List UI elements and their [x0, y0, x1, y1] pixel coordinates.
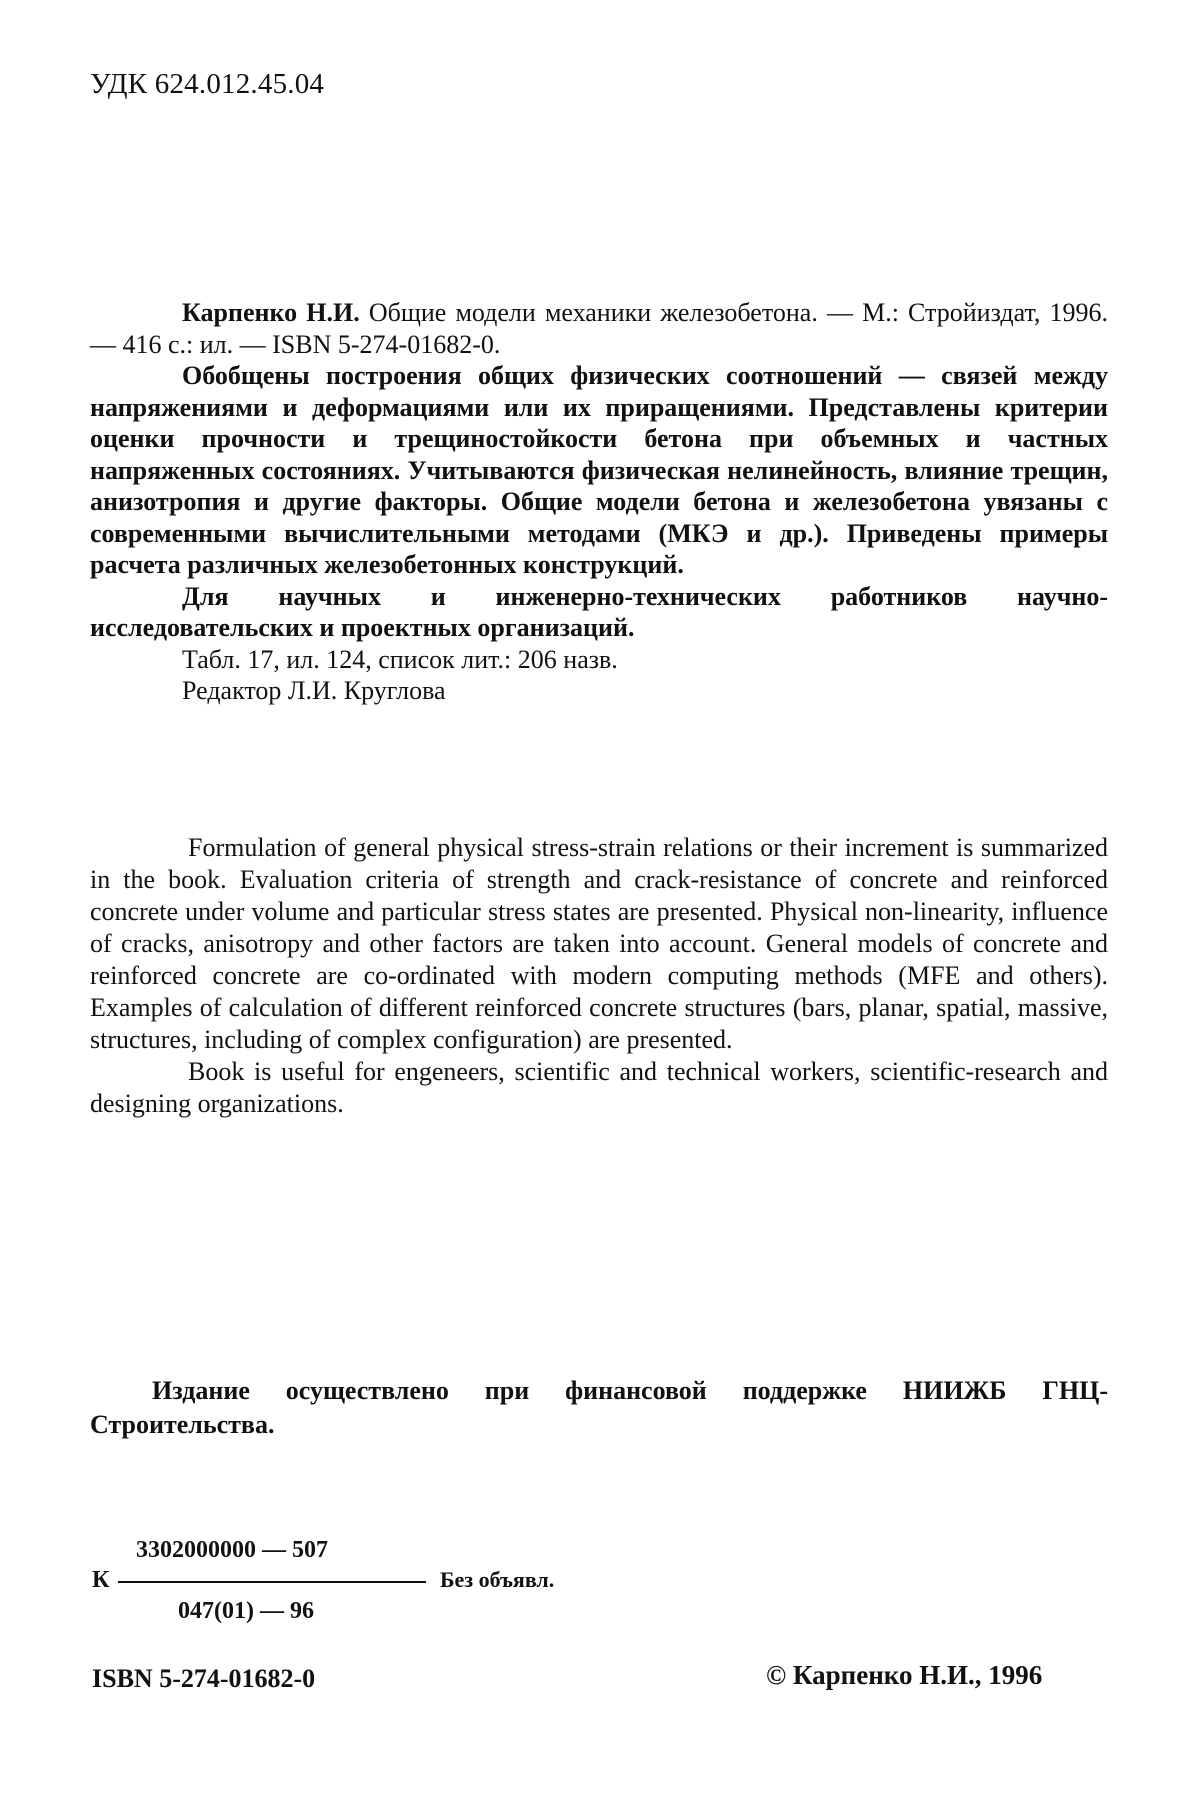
- publication-stats: Табл. 17, ил. 124, список лит.: 206 назв.: [182, 644, 618, 674]
- russian-summary: Обобщены построения общих физических соотношений — связей между напряжениями и деформациями или их приращениями. Представлены критерии оценки прочности и трещиностойкости бетона при объемных и частных напряженных состояниях. Учитываются физическая нелинейность, влияние трещин, анизотропия и другие факторы. Общие модели бетона и железобетона увязаны с современными вычислительными методами (МКЭ и др.). Приведены примеры расчета различных железобетонных конструкций.: [90, 361, 1108, 579]
- isbn-number: ISBN 5-274-01682-0: [92, 1664, 316, 1693]
- russian-audience: Для научных и инженерно-технических работников научно-исследовательских и проектных организаций.: [90, 581, 1108, 642]
- english-audience: Book is useful for engeneers, scientific and technical workers, scientific-research and designing organizations.: [90, 1057, 1108, 1118]
- funding-text: Издание осуществлено при финансовой поддержке НИИЖБ ГНЦ-Строительства.: [90, 1376, 1108, 1439]
- author-name: Карпенко Н.И.: [182, 298, 360, 327]
- index-fraction-line: [118, 1581, 426, 1583]
- udk-code: УДК 624.012.45.04: [90, 68, 325, 100]
- bibliographic-citation: [90, 297, 1108, 360]
- funding-note: [90, 1374, 1108, 1442]
- index-numerator: 3302000000 — 507: [136, 1537, 328, 1563]
- index-note: Без объявл.: [440, 1567, 555, 1592]
- english-summary: Formulation of general physical stress-strain relations or their increment is summarized in the book. Evaluation criteria of strength and crack-resistance of concrete and reinforced concrete under volume and particular stress states are presented. Physical non-linearity, influence of cracks, anisotropy and other factors are taken into account. General models of concrete and reinforced concrete are co-ordinated with modern computing methods (MFE and others). Examples of calculation of different reinforced concrete structures (bars, planar, spatial, massive, structures, including of complex configuration) are presented.: [90, 833, 1108, 1054]
- citation-text: Общие модели механики железобетона. — М.: Стройиздат, 1996. — 416 с.: ил. — ISBN 5-274-01682-0.: [90, 298, 1109, 359]
- english-annotation: [90, 832, 1108, 1120]
- index-denominator: 047(01) — 96: [178, 1598, 314, 1624]
- editor-credit: Редактор Л.И. Круглова: [182, 676, 446, 705]
- russian-annotation: [90, 297, 1108, 707]
- index-letter: К: [92, 1567, 110, 1593]
- copyright-notice: © Карпенко Н.И., 1996: [766, 1660, 1043, 1690]
